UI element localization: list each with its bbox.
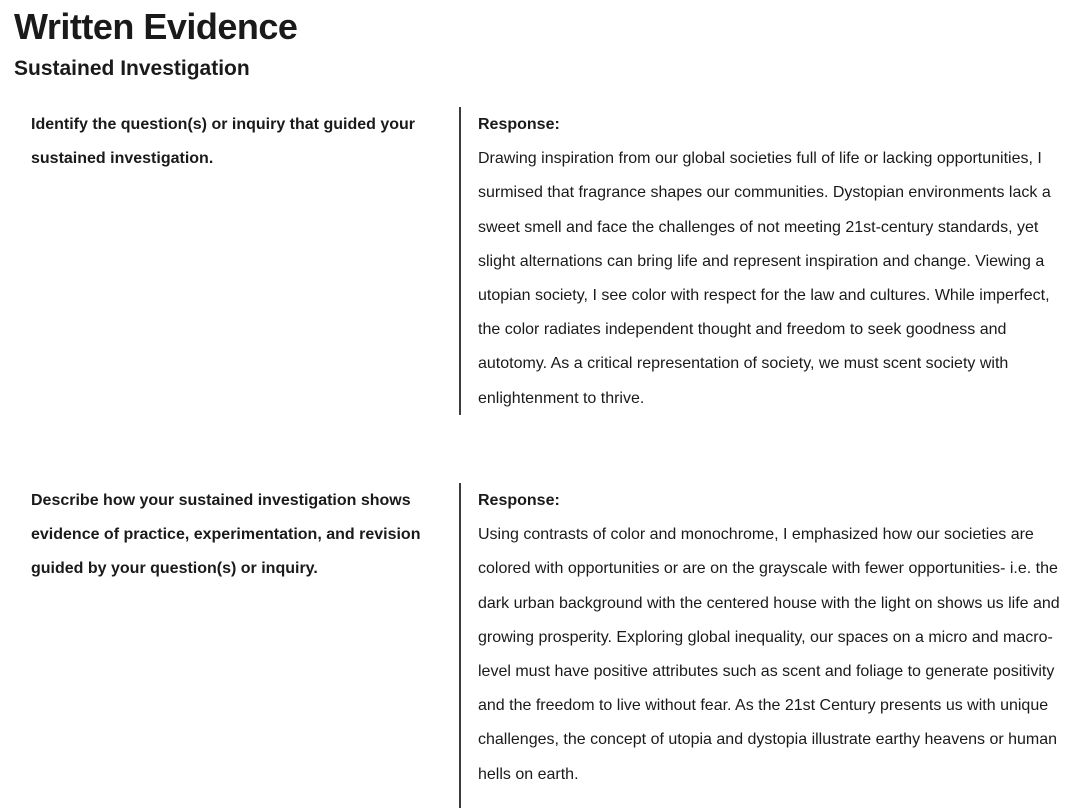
response-text: Using contrasts of color and monochrome, I emphasized how our societies are colored with opportunities or are on the grayscale with fewer opportunities- i.e. the dark urban background with the centered house with the light on shows us life and growing prosperity. Exploring global inequality, our spaces on a micro and macro-level must have positive attributes such as scent and foliage to generate positivity and the freedom to live without fear. As the 21st Century presents us with unique challenges, the concept of utopia and dystopia illustrate earthy heavens or human hells on earth.	[478, 526, 1060, 783]
response-label: Response:	[478, 116, 560, 133]
qa-entry-1	[0, 107, 1070, 415]
response-block	[478, 483, 1070, 792]
question-text: Identify the question(s) or inquiry that guided your sustained investigation.	[31, 116, 415, 168]
column-divider	[459, 483, 461, 808]
response-block	[478, 107, 1070, 416]
qa-entry-2	[0, 483, 1070, 808]
response-text: Drawing inspiration from our global societies full of life or lacking opportunities, I surmised that fragrance shapes our communities. Dystopian environments lack a sweet smell and face the challenges of not meeting 21st-century standards, yet slight alternations can bring life and represent inspiration and change. Viewing a utopian society, I see color with respect for the law and cultures. While imperfect, the color radiates independent thought and freedom to seek goodness and autotomy. As a critical representation of society, we must scent society with enlightenment to thrive.	[478, 150, 1051, 407]
question-text: Describe how your sustained investigation shows evidence of practice, experimentation, and revision guided by your question(s) or inquiry.	[31, 492, 421, 578]
response-label: Response:	[478, 492, 560, 509]
page-subtitle: Sustained Investigation	[14, 57, 250, 80]
column-divider	[459, 107, 461, 415]
page-title: Written Evidence	[14, 6, 298, 47]
